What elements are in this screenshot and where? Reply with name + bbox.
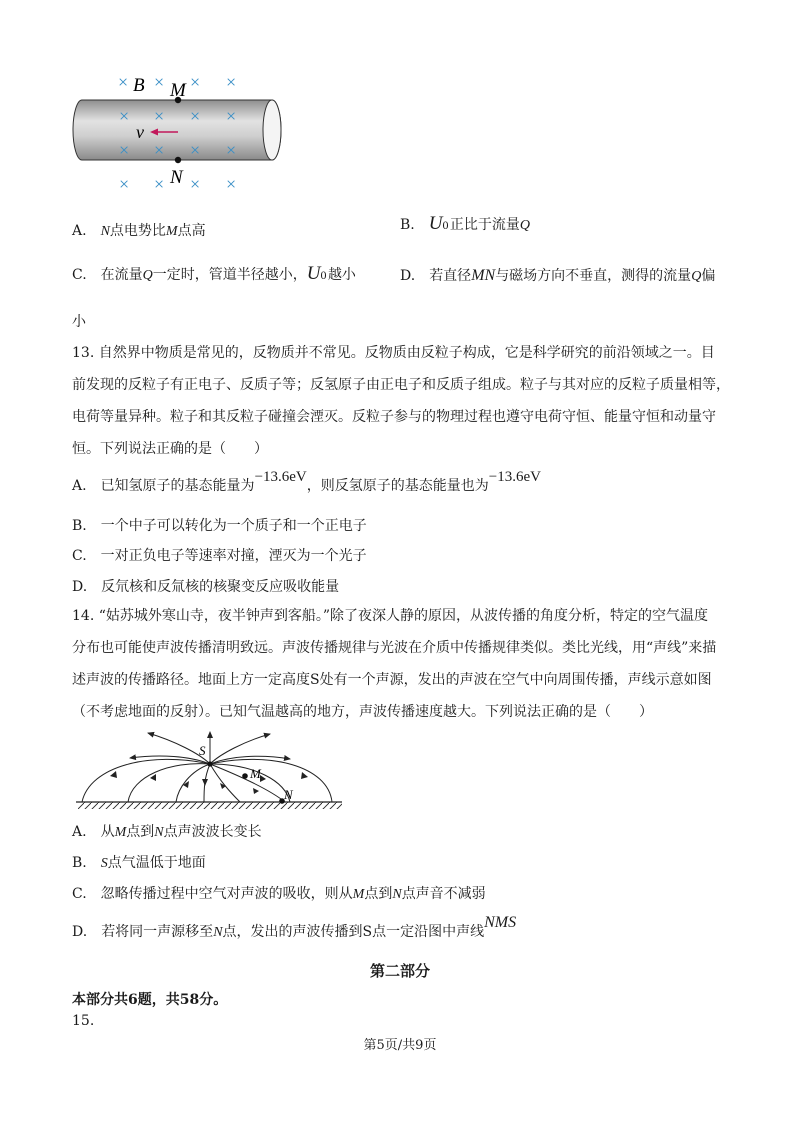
q13-stem-line-2: 前发现的反粒子有正电子、反质子等；反氢原子由正电子和反质子组成。粒子与其对应的反粒子质量相等， [72, 377, 730, 393]
field-cross-mark: × [154, 72, 165, 92]
q13-option-d[interactable]: D. 反氘核和反氚核的核聚变反应吸收能量 [72, 579, 340, 595]
q14-option-d[interactable]: D. 若将同一声源移至N点，发出的声波传播到S点一定沿图中声线NMS [72, 914, 517, 940]
q12-option-d-wrap: 小 [72, 314, 86, 330]
field-cross-mark: × [190, 106, 201, 126]
point-m [242, 773, 248, 779]
q14-option-c[interactable]: C. 忽略传播过程中空气对声波的吸收，则从M点到N点声音不减弱 [72, 886, 486, 902]
q12-option-c[interactable]: C. 在流量Q一定时，管道半径越小，U0 越小 [72, 263, 356, 284]
sound-ray-figure [70, 726, 350, 818]
point-n [175, 157, 181, 163]
label-n: N [170, 167, 183, 188]
part2-title: 第二部分 [369, 962, 430, 980]
q12-option-b[interactable]: B. U0 正比于流量Q [400, 213, 531, 234]
label-n: N [284, 787, 293, 802]
field-cross-mark: × [226, 72, 237, 92]
field-cross-mark: × [190, 72, 201, 92]
q15-number: 15. [72, 1013, 95, 1029]
q14-stem-line-1: 14. “姑苏城外寒山寺，夜半钟声到客船。”除了夜深人静的原因，从波传播的角度分析，特定的空气温度 [72, 608, 709, 624]
field-cross-mark: × [154, 174, 165, 194]
q12-option-a[interactable]: A. N点电势比M点高 [72, 223, 206, 239]
q13-option-b[interactable]: B. 一个中子可以转化为一个质子和一个正电子 [72, 518, 367, 534]
field-cross-mark: × [226, 140, 237, 160]
field-cross-mark: × [154, 106, 165, 126]
q13-stem-line-1: 13. 自然界中物质是常见的，反物质并不常见。反物质由反粒子构成，它是科学研究的前沿领域之一。目 [72, 345, 715, 361]
field-cross-mark: × [226, 106, 237, 126]
q14-option-a[interactable]: A. 从M点到N点声波波长变长 [72, 824, 262, 840]
q12-option-d[interactable]: D. 若直径MN与磁场方向不垂直，测得的流量Q偏 [400, 267, 716, 284]
field-cross-mark: × [119, 140, 130, 160]
label-s: S [199, 743, 206, 758]
q14-option-b[interactable]: B. S点气温低于地面 [72, 855, 206, 871]
field-cross-mark: × [190, 140, 201, 160]
label-v: v [136, 122, 144, 142]
field-cross-mark: × [226, 174, 237, 194]
q13-stem-line-3: 电荷等量异种。粒子和其反粒子碰撞会湮灭。反粒子参与的物理过程也遵守电荷守恒、能量守恒和动量守 [72, 409, 716, 425]
q13-option-c[interactable]: C. 一对正负电子等速率对撞，湮灭为一个光子 [72, 548, 367, 564]
pipe-field-figure [60, 62, 300, 202]
label-m: M [250, 766, 261, 781]
q13-option-a[interactable]: A. 已知氢原子的基态能量为−13.6eV，则反氢原子的基态能量也为−13.6eV [72, 469, 541, 494]
point-s [207, 761, 212, 766]
field-cross-mark: × [119, 106, 130, 126]
label-m: M [170, 80, 186, 101]
page-footer: 第5页/共9页 [363, 1038, 437, 1053]
field-cross-mark: × [154, 140, 165, 160]
q14-stem-line-4: （不考虑地面的反射）。已知气温越高的地方，声波传播速度越大。下列说法正确的是（ ） [72, 704, 653, 720]
label-b: B [133, 75, 145, 96]
q13-stem-line-4: 恒。下列说法正确的是（ ） [72, 441, 268, 457]
field-cross-mark: × [118, 72, 129, 92]
q14-stem-line-2: 分布也可能使声波传播清明致远。声波传播规律与光波在介质中传播规律类似。类比光线，用“声线”来描 [72, 640, 717, 656]
part2-subtitle: 本部分共6题，共58分。 [72, 992, 228, 1008]
field-cross-mark: × [190, 174, 201, 194]
q14-stem-line-3: 述声波的传播路径。地面上方一定高度S处有一个声源，发出的声波在空气中向周围传播，声线示意如图 [72, 672, 712, 688]
field-cross-mark: × [119, 174, 130, 194]
